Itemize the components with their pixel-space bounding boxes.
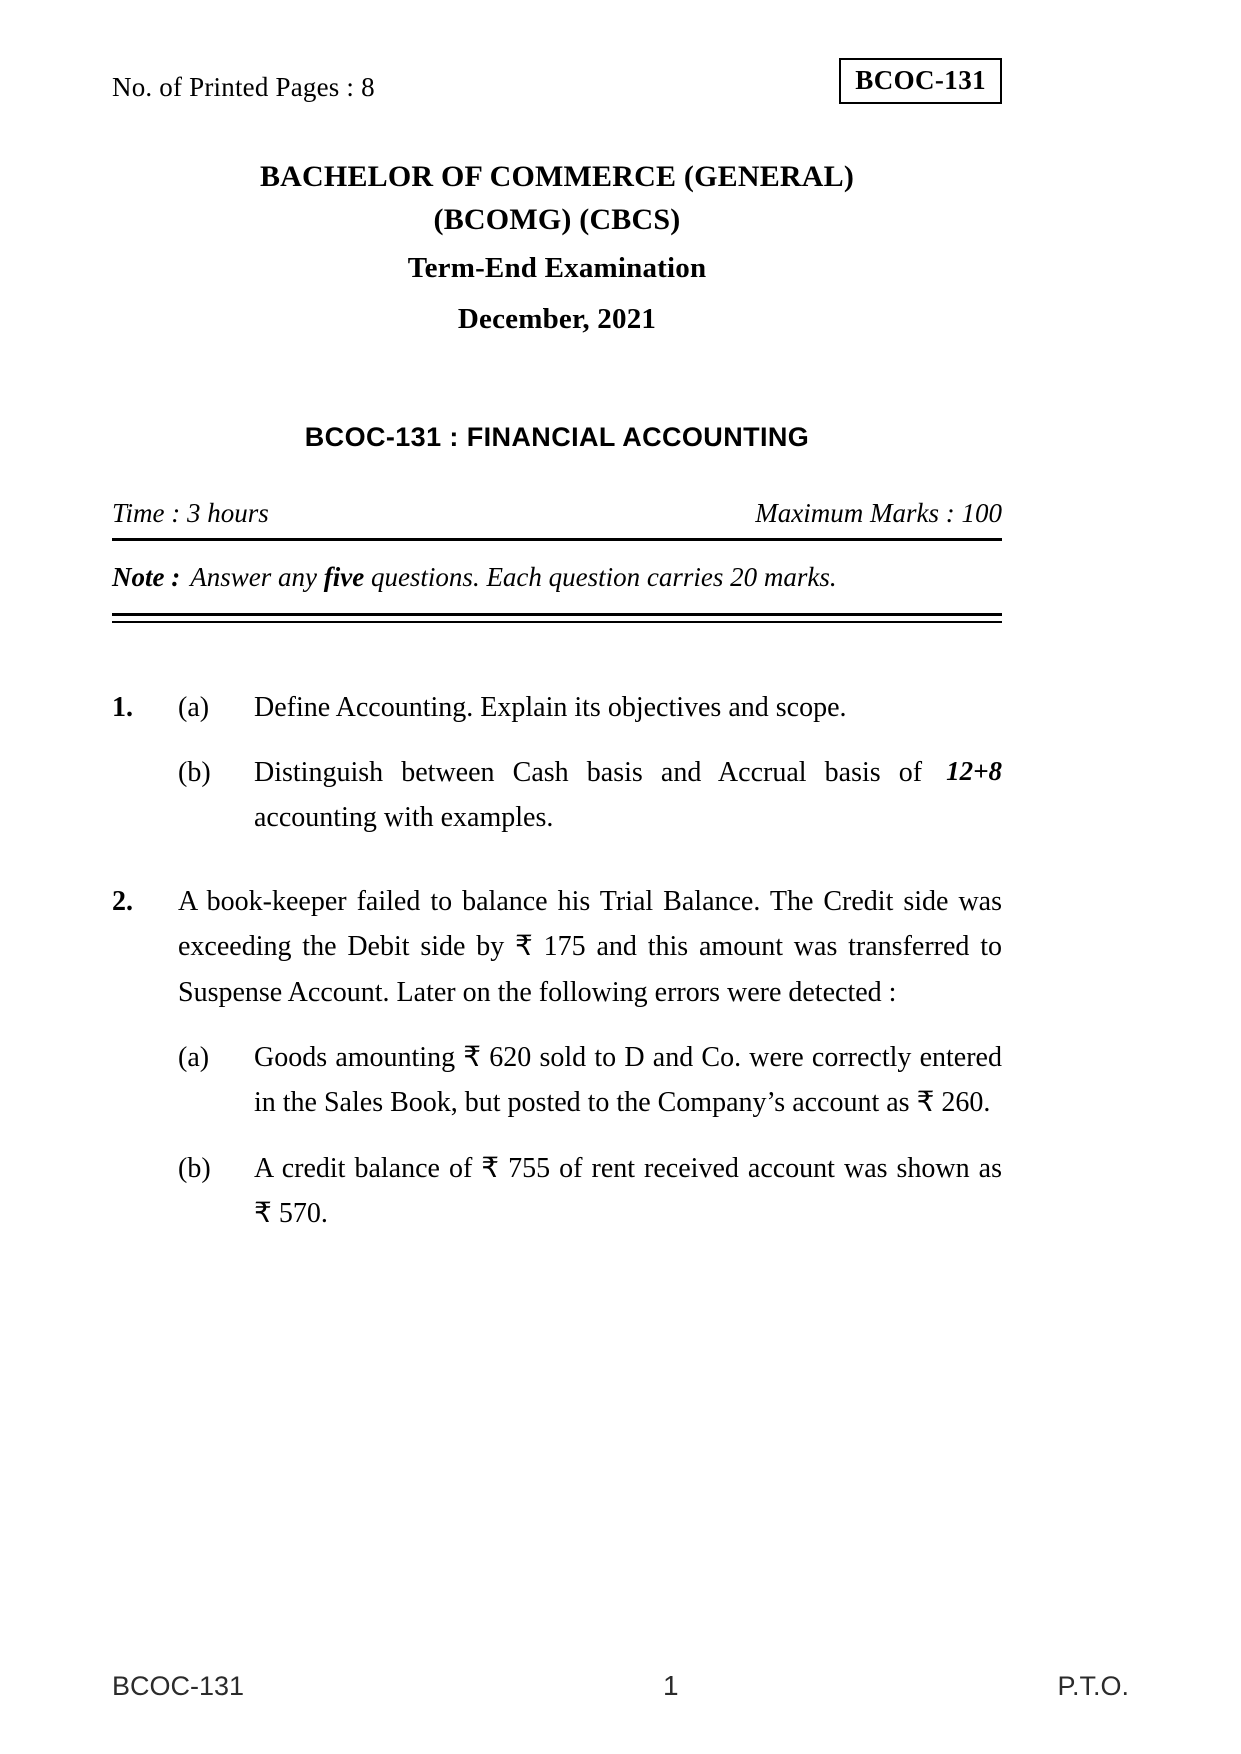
footer-page-number: 1 [662, 1670, 679, 1701]
meta-divider-rule [112, 538, 1002, 541]
question-2-stem-text: A book-keeper failed to balance his Trial Balance. The Credit side was exceeding the Debit side by ₹ 175 and this amount was transferred to Suspense Account. Later on the following errors were detected : [178, 885, 1002, 1008]
question-1-part-b [112, 750, 1002, 841]
course-code-box: BCOC-131 [839, 58, 1002, 104]
examination-type: Term-End Examination [407, 251, 707, 284]
exam-title-block [112, 156, 1002, 340]
question-1-part-b-text [254, 750, 1002, 841]
note-divider-double-rule [112, 613, 1002, 623]
question-1-part-a [112, 685, 1002, 730]
examination-session: December, 2021 [457, 302, 657, 335]
note-text-part2: questions. Each question carries 20 marks. [364, 561, 837, 592]
question-1-part-b-body: Distinguish between Cash basis and Accrual basis of accounting with examples. [254, 757, 923, 834]
maximum-marks: Maximum Marks : 100 [755, 497, 1002, 528]
question-2-number: 2. [112, 885, 133, 917]
note-text-emphasis: five [323, 561, 365, 592]
question-1-part-a-text: Define Accounting. Explain its objectives and scope. [254, 691, 847, 723]
page-content [112, 58, 1002, 1256]
page-footer [112, 1670, 1129, 1702]
programme-title-line-1: BACHELOR OF COMMERCE (GENERAL) [259, 160, 855, 194]
time-allowed: Time : 3 hours [112, 497, 269, 528]
footer-pto-label: P.T.O. [1057, 1671, 1129, 1701]
question-1-number: 1. [112, 691, 133, 723]
question-2-part-a [112, 1035, 1002, 1126]
note-text-part1: Answer any [190, 561, 324, 592]
question-2-part-b-text: A credit balance of ₹ 755 of rent received account was shown as ₹ 570. [254, 1152, 1002, 1229]
question-1-part-b-label: (b) [178, 757, 211, 789]
question-1-marks: 12+8 [946, 756, 1002, 787]
question-2-number-spacer-a [112, 1035, 178, 1126]
question-2-part-a-label: (a) [178, 1041, 210, 1073]
question-1-part-a-label: (a) [178, 691, 210, 723]
question-2-part-a-text: Goods amounting ₹ 620 sold to D and Co. were correctly entered in the Sales Book, but posted to the Company’s account as ₹ 260. [254, 1041, 1002, 1119]
note-text [190, 557, 1002, 599]
question-2-part-b-label: (b) [178, 1152, 211, 1184]
question-2-part-b [112, 1146, 1002, 1237]
question-2-stem [112, 879, 1002, 1015]
footer-course-code: BCOC-131 [112, 1671, 245, 1701]
exam-meta-row [112, 498, 1002, 529]
question-gap [112, 861, 1002, 879]
subject-title: BCOC-131 : FINANCIAL ACCOUNTING [304, 421, 810, 452]
note-block [112, 557, 1002, 599]
question-2-number-spacer-b [112, 1146, 178, 1237]
note-label: Note : [112, 561, 181, 592]
page-header [112, 58, 1002, 104]
question-1-number-spacer [112, 750, 178, 841]
printed-pages-label: No. of Printed Pages : 8 [112, 72, 375, 102]
programme-title-line-2: (BCOMG) (CBCS) [433, 202, 681, 236]
questions-list [112, 685, 1002, 1237]
